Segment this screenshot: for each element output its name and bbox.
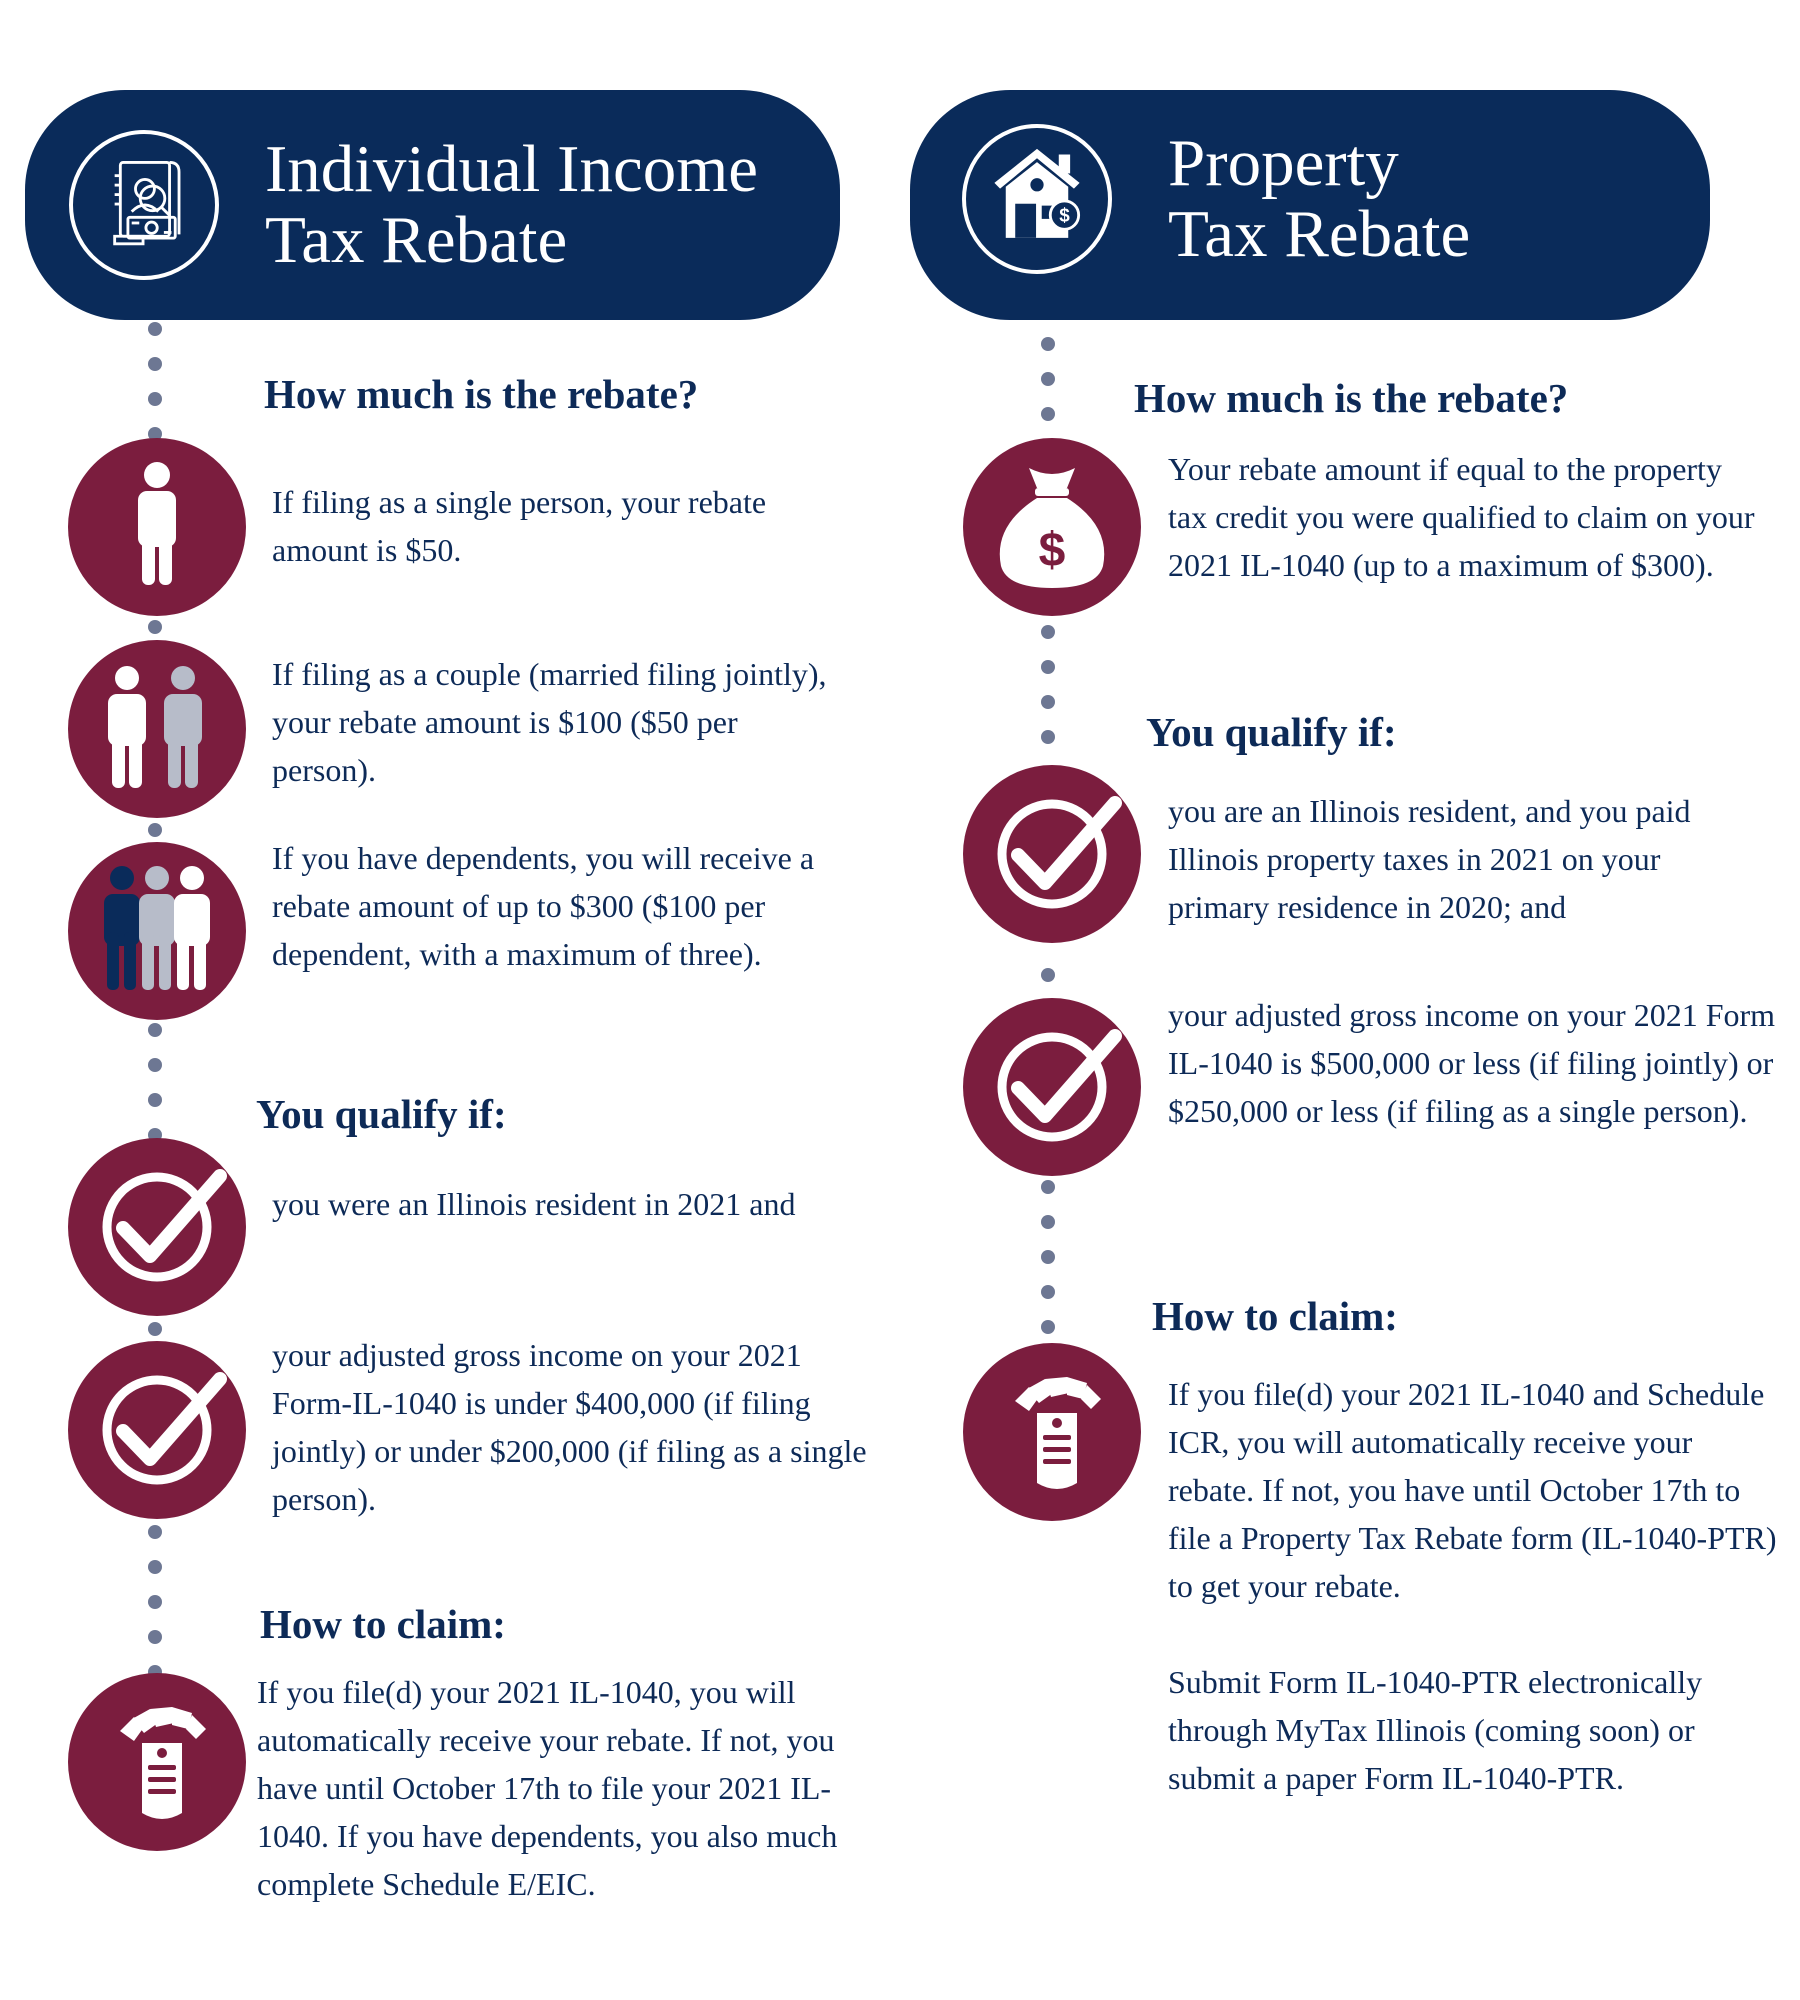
svg-text:$: $	[1038, 524, 1066, 577]
property-qualify-1: you are an Illinois resident, and you paid Illinois property taxes in 2021 on your primary residence in 2020; and	[1168, 793, 1691, 925]
tax-document-icon	[69, 130, 219, 280]
couple-icon	[68, 640, 246, 818]
income-claim-text: If you file(d) your 2021 IL-1040, you will automatically receive your rebate. If not, you have until October 17th to file your 2021 IL-1040. If you have dependents, you also much complete Schedule E/EIC.	[257, 1674, 838, 1902]
check-icon	[68, 1138, 246, 1316]
house-dollar-icon	[962, 124, 1112, 274]
income-amount-heading: How much is the rebate?	[264, 371, 699, 417]
property-qualify-heading: You qualify if:	[1146, 709, 1397, 755]
single-person-icon	[68, 438, 246, 616]
income-qualify-2: your adjusted gross income on your 2021 Form-IL-1040 is under $400,000 (if filing jointly) or under $200,000 (if filing as a single person).	[272, 1337, 867, 1517]
timeline-dots	[1040, 625, 1056, 765]
property-tax-title-line2: Tax Rebate	[1168, 197, 1471, 271]
check-icon	[963, 765, 1141, 943]
property-claim-text-1: If you file(d) your 2021 IL-1040 and Schedule ICR, you will automatically receive your rebate. If not, you have until October 17th to file a Property Tax Rebate form (IL-1040-PTR) to get your rebate.	[1168, 1376, 1777, 1604]
money-hand-icon	[963, 1343, 1141, 1521]
property-qualify-2: your adjusted gross income on your 2021 Form IL-1040 is $500,000 or less (if filing jointly) or $250,000 or less (if filing as a single person).	[1168, 997, 1776, 1129]
income-qualify-1: you were an Illinois resident in 2021 and	[272, 1186, 796, 1222]
property-tax-title-line1: Property	[1168, 126, 1399, 200]
dependents-rebate-text: If you have dependents, you will receive a rebate amount of up to $300 ($100 per dependent, with a maximum of three).	[272, 840, 815, 972]
timeline-dots	[1040, 337, 1056, 442]
money-hand-icon	[68, 1673, 246, 1851]
property-tax-header	[910, 90, 1710, 320]
income-tax-title-line1: Individual Income	[265, 132, 759, 206]
property-tax-title	[1168, 128, 1470, 270]
income-tax-title-line2: Tax Rebate	[265, 203, 568, 277]
check-icon	[963, 998, 1141, 1176]
income-tax-title	[265, 134, 758, 276]
couple-rebate-text: If filing as a couple (married filing jointly), your rebate amount is $100 ($50 per person).	[272, 656, 827, 788]
dependents-icon	[68, 842, 246, 1020]
income-tax-header	[25, 90, 840, 320]
money-bag-icon	[963, 438, 1141, 616]
check-icon	[68, 1341, 246, 1519]
timeline-dots	[1040, 1180, 1056, 1355]
property-claim-heading: How to claim:	[1152, 1293, 1398, 1339]
svg-text:$: $	[1059, 205, 1070, 227]
property-amount-text: Your rebate amount if equal to the property tax credit you were qualified to claim on your 2021 IL-1040 (up to a maximum of $300).	[1168, 451, 1755, 583]
property-claim-text-2: Submit Form IL-1040-PTR electronically through MyTax Illinois (coming soon) or submit a paper Form IL-1040-PTR.	[1168, 1664, 1703, 1796]
single-rebate-text: If filing as a single person, your rebate amount is $50.	[272, 484, 767, 568]
income-qualify-heading: You qualify if:	[256, 1091, 507, 1137]
property-amount-heading: How much is the rebate?	[1134, 375, 1569, 421]
income-claim-heading: How to claim:	[260, 1601, 506, 1647]
